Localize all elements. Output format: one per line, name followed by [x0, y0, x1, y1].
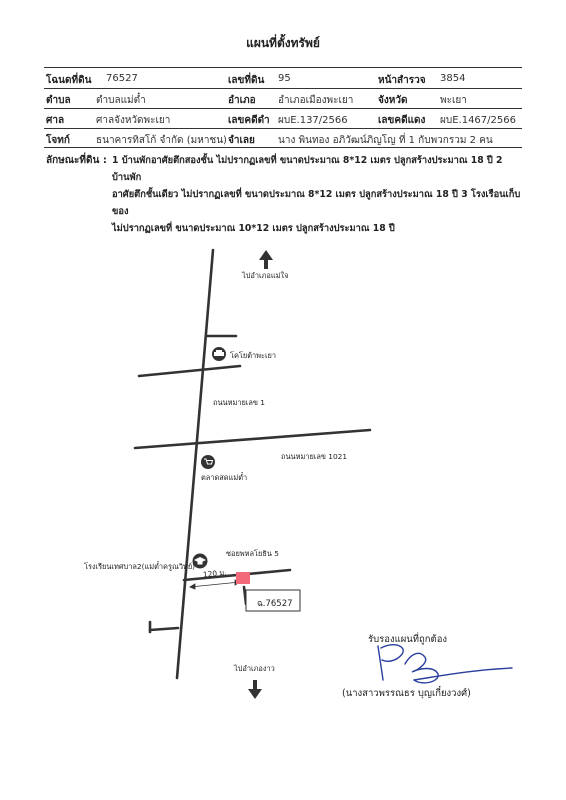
school-label: โรงเรียนเทศบาล2(แม่ต๋ำครูณวิทย์) — [84, 562, 196, 571]
shopping-cart-icon — [201, 455, 215, 469]
subdistrict-value: ตำบลแม่ต๋ำ — [96, 95, 146, 106]
arrow-down-icon — [248, 680, 262, 699]
road-1 — [139, 366, 240, 376]
red-case-label: เลขคดีแดง — [378, 115, 426, 126]
page-title: แผนที่ตั้งทรัพย์ — [246, 36, 320, 50]
district-label: อำเภอ — [228, 95, 256, 106]
subdistrict-label: ตำบล — [46, 95, 71, 106]
land-desc-line: 1 บ้านพักอาศัยตึกสองชั้น ไม่ปรากฏเลขที่ ขนาดประมาณ 8*12 เมตร ปลูกสร้างประมาณ 18 ปี 2 บ้านพัก — [112, 155, 503, 183]
lower-road — [150, 628, 178, 630]
land-parcel-marker — [236, 572, 250, 584]
land-desc-line: อาศัยตึกชั้นเดียว ไม่ปรากฏเลขที่ ขนาดประมาณ 8*12 เมตร ปลูกสร้างประมาณ 18 ปี 3 โรงเรือนเก็บของ — [112, 189, 521, 217]
landmark-2-label: ตลาดสดแม่ต๋ำ — [201, 473, 248, 482]
court-value: ศาลจังหวัดพะเยา — [96, 115, 171, 126]
road-1021-label: ถนนหมายเลข 1021 — [281, 452, 348, 461]
land-no-label: เลขที่ดิน — [228, 75, 265, 86]
survey-value: 3854 — [440, 73, 466, 84]
landmark-1-label: โคโยต้าพะเยา — [230, 351, 277, 360]
parcel-label: ฉ.76527 — [257, 599, 293, 609]
land-no-value: 95 — [278, 73, 291, 84]
land-desc-line: ไม่ปรากฏเลขที่ ขนาดประมาณ 10*12 เมตร ปลูกสร้างประมาณ 18 ปี — [112, 223, 395, 234]
black-case-label: เลขคดีดำ — [228, 115, 270, 126]
to-north-label: ไปอำเภอแม่ใจ — [242, 271, 289, 280]
district-value: อำเภอเมืองพะเยา — [278, 95, 354, 106]
survey-label: หน้าสำรวจ — [378, 75, 426, 86]
black-case-value: ผบE.137/2566 — [278, 115, 348, 126]
deed-label: โฉนดที่ดิน — [46, 75, 92, 86]
landmark-pin-icon — [212, 347, 226, 361]
province-value: พะเยา — [440, 95, 467, 106]
to-south-label: ไปอำเภองาว — [234, 664, 275, 673]
plaintiff-value: ธนาคารทิสโก้ จำกัด (มหาชน) — [96, 135, 227, 146]
red-case-value: ผบE.1467/2566 — [440, 115, 516, 126]
road-1021 — [135, 430, 370, 448]
soi-label: ซอยพหลโยธิน 5 — [226, 549, 279, 558]
signature-mark — [378, 645, 512, 683]
arrow-up-icon — [259, 250, 273, 269]
defendant-label: จำเลย — [228, 135, 255, 146]
deed-value: 76527 — [106, 73, 138, 84]
signer-name: (นางสาวพรรณธร บุญเกี๋ยงวงศ์) — [342, 688, 471, 699]
distance-marker — [190, 580, 240, 589]
road-1-label: ถนนหมายเลข 1 — [213, 398, 265, 407]
court-label: ศาล — [46, 115, 65, 126]
certify-text: รับรองแผนที่ถูกต้อง — [368, 634, 448, 645]
defendant-value: นาง พินทอง อภิวัฒน์ภิญโญ ที่ 1 กับพวกรวม 2 คน — [278, 135, 493, 146]
land-desc-label: ลักษณะที่ดิน : — [46, 155, 107, 166]
distance-label: 120 ม. — [202, 567, 228, 580]
province-label: จังหวัด — [378, 95, 408, 106]
plaintiff-label: โจทก์ — [46, 135, 70, 146]
